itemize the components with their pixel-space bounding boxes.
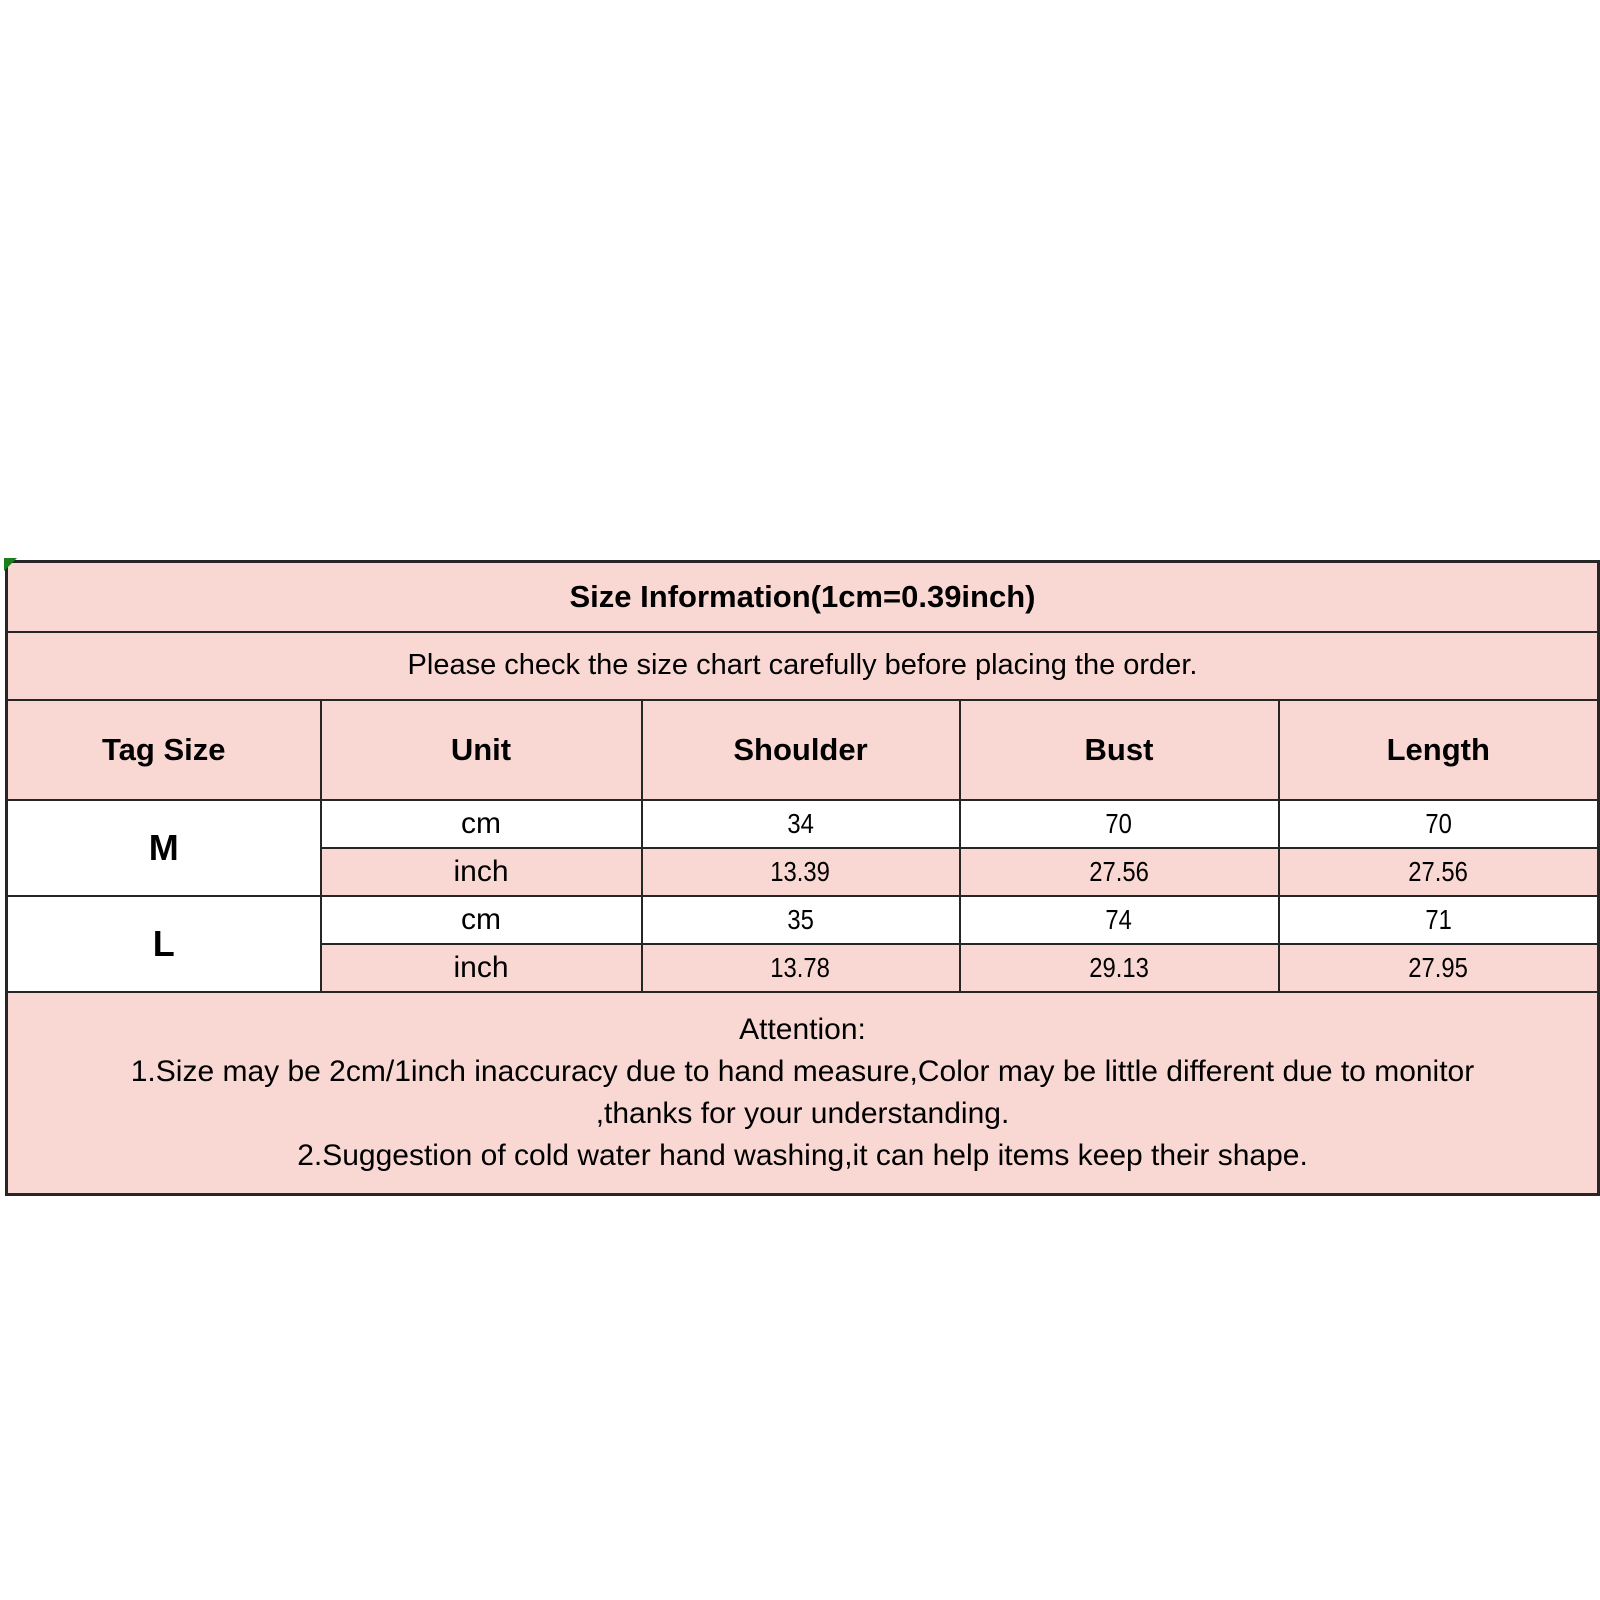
attention-line: ,thanks for your understanding. — [595, 1096, 1010, 1130]
attention-note — [7, 992, 1599, 1195]
subtitle-row — [7, 632, 1599, 700]
value: 70 — [1425, 807, 1452, 839]
size-chart-image — [5, 560, 1597, 1196]
size-table — [5, 560, 1600, 1196]
table-title: Size Information(1cm=0.39inch) — [7, 562, 1599, 632]
column-header-bust: Bust — [960, 700, 1279, 800]
column-header-length: Length — [1279, 700, 1599, 800]
value: 27.56 — [1408, 855, 1469, 887]
table-row-m-cm — [7, 800, 1599, 848]
column-header-shoulder: Shoulder — [642, 700, 960, 800]
unit-cell-m-cm: cm — [321, 800, 642, 848]
attention-line: 1.Size may be 2cm/1inch inaccuracy due to hand measure,Color may be little different due to monitor — [130, 1054, 1475, 1088]
cell-m-inch-length — [1279, 848, 1599, 896]
value: 70 — [1105, 807, 1133, 839]
attention-line: 2.Suggestion of cold water hand washing,it can help items keep their shape. — [297, 1138, 1308, 1172]
cell-l-inch-shoulder — [642, 944, 960, 992]
cell-m-inch-shoulder — [642, 848, 960, 896]
unit-cell-m-inch: inch — [321, 848, 642, 896]
cell-l-cm-shoulder — [642, 896, 960, 944]
column-header-tag-size: Tag Size — [7, 700, 321, 800]
tag-size-m-cell: M — [7, 800, 321, 896]
tag-size-l-cell: L — [7, 896, 321, 992]
cell-l-cm-length — [1279, 896, 1599, 944]
unit-cell-l-cm: cm — [321, 896, 642, 944]
table-subtitle: Please check the size chart carefully before placing the order. — [7, 632, 1599, 700]
value: 27.56 — [1089, 855, 1149, 887]
value: 13.39 — [770, 855, 831, 887]
attention-row — [7, 992, 1599, 1195]
value: 74 — [1105, 903, 1133, 935]
value: 27.95 — [1408, 951, 1469, 983]
cell-l-inch-length — [1279, 944, 1599, 992]
value: 29.13 — [1089, 951, 1149, 983]
cell-m-cm-bust — [960, 800, 1279, 848]
cell-m-cm-length — [1279, 800, 1599, 848]
value: 34 — [787, 807, 814, 839]
unit-cell-l-inch: inch — [321, 944, 642, 992]
cell-m-cm-shoulder — [642, 800, 960, 848]
cell-m-inch-bust — [960, 848, 1279, 896]
attention-heading: Attention: — [739, 1012, 866, 1046]
cell-l-inch-bust — [960, 944, 1279, 992]
column-header-unit: Unit — [321, 700, 642, 800]
value: 35 — [787, 903, 814, 935]
cell-l-cm-bust — [960, 896, 1279, 944]
excel-corner-marker-icon — [4, 558, 17, 571]
header-row — [7, 700, 1599, 800]
table-row-l-cm — [7, 896, 1599, 944]
title-row — [7, 562, 1599, 632]
value: 71 — [1425, 903, 1452, 935]
value: 13.78 — [770, 951, 831, 983]
